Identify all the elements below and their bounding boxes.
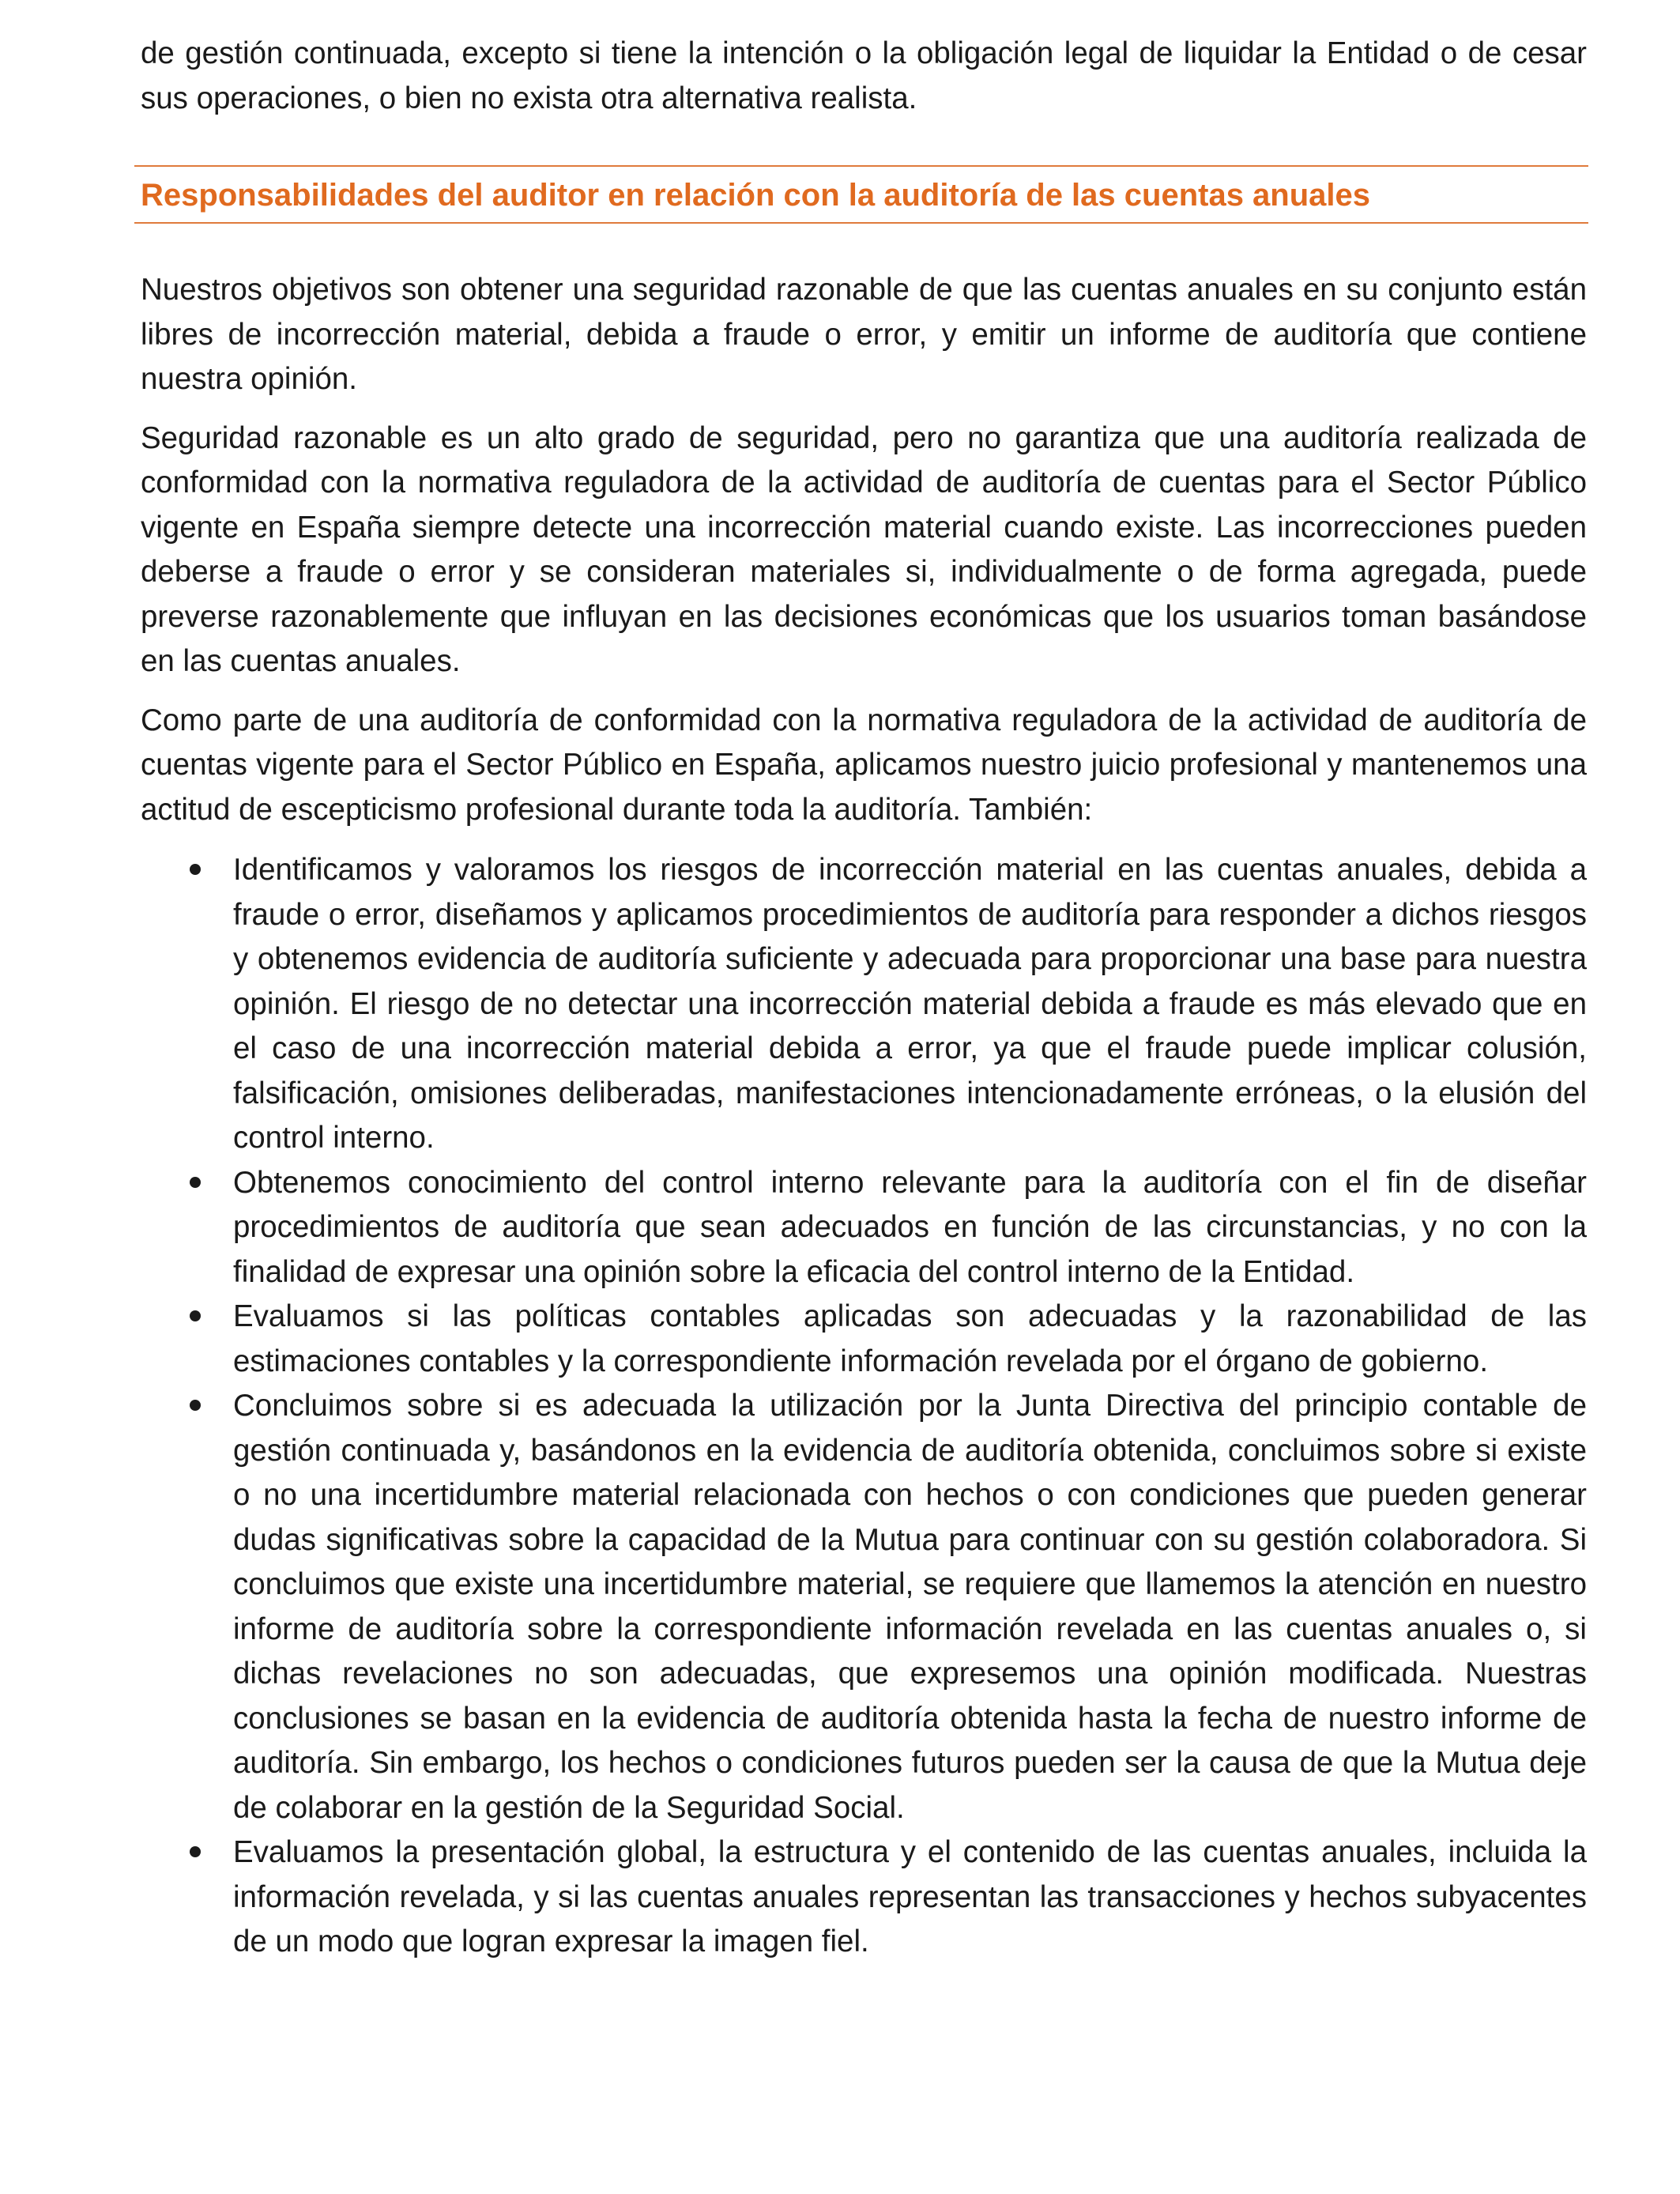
paragraph-reasonable-assurance: Seguridad razonable es un alto grado de seguridad, pero no garantiza que una auditoría realizada de conformidad con la normativa reguladora de la actividad de auditoría de cuentas para el Sector Público vigente en España siempre detecte una incorrección material cuando existe. Las incorrecciones pueden deberse a fraude o error y se consideran materiales si, individualmente o de forma agregada, puede preverse razonablemente que influyan en las decisiones económicas que los usuarios toman basándose en las cuentas anuales.: [141, 420, 1587, 678]
list-item: [141, 1384, 1587, 1830]
paragraph-professional-judgement: Como parte de una auditoría de conformidad con la normativa reguladora de la actividad de auditoría de cuentas vigente para el Sector Público en España, aplicamos nuestro juicio profesional y mantenemos una actitud de escepticismo profesional durante toda la auditoría. También:: [141, 703, 1587, 827]
bullet-text: Obtenemos conocimiento del control interno relevante para la auditoría con el fin de diseñar procedimientos de auditoría que sean adecuados en función de las circunstancias, y no con la finalidad de expresar una opinión sobre la eficacia del control interno de la Entidad.: [233, 1165, 1587, 1289]
list-item: [141, 1830, 1587, 1965]
bullet-icon: [190, 1177, 201, 1188]
bullet-list: [141, 848, 1587, 1965]
bullet-text: Identificamos y valoramos los riesgos de incorrección material en las cuentas anuales, debida a fraude o error, diseñamos y aplicamos procedimientos de auditoría para responder a dichos riesgos y obtenemos evidencia de auditoría suficiente y adecuada para proporcionar una base para nuestra opinión. El riesgo de no detectar una incorrección material debida a fraude es más elevado que en el caso de una incorrección material debida a error, ya que el fraude puede implicar colusión, falsificación, omisiones deliberadas, manifestaciones intencionadamente erróneas, o la elusión del control interno.: [233, 853, 1587, 1155]
paragraph-objectives: Nuestros objetivos son obtener una seguridad razonable de que las cuentas anuales en su conjunto están libres de incorrección material, debida a fraude o error, y emitir un informe de auditoría que contiene nuestra opinión.: [141, 273, 1587, 396]
bullet-text: Concluimos sobre si es adecuada la utilización por la Junta Directiva del principio contable de gestión continuada y, basándonos en la evidencia de auditoría obtenida, concluimos sobre si existe o no una incertidumbre material relacionada con hechos o con condiciones que pueden generar dudas significativas sobre la capacidad de la Mutua para continuar con su gestión colaboradora. Si concluimos que existe una incertidumbre material, se requiere que llamemos la atención en nuestro informe de auditoría sobre la correspondiente información revelada en las cuentas anuales o, si dichas revelaciones no son adecuadas, que expresemos una opinión modificada. Nuestras conclusiones se basan en la evidencia de auditoría obtenida hasta la fecha de nuestro informe de auditoría. Sin embargo, los hechos o condiciones futuros pueden ser la causa de que la Mutua deje de colaborar en la gestión de la Seguridad Social.: [233, 1389, 1587, 1825]
bullet-icon: [190, 1846, 201, 1857]
list-item: [141, 1295, 1587, 1384]
bullet-text: Evaluamos si las políticas contables aplicadas son adecuadas y la razonabilidad de las estimaciones contables y la correspondiente información revelada por el órgano de gobierno.: [233, 1299, 1587, 1378]
list-item: [141, 848, 1587, 1161]
bullet-icon: [190, 864, 201, 875]
section-heading-bar: [134, 165, 1588, 224]
list-item: [141, 1161, 1587, 1295]
section-heading: Responsabilidades del auditor en relación con la auditoría de las cuentas anuales: [141, 178, 1371, 213]
intro-paragraph: de gestión continuada, excepto si tiene la intención o la obligación legal de liquidar la Entidad o de cesar sus operaciones, o bien no exista otra alternativa realista.: [141, 36, 1587, 115]
bullet-text: Evaluamos la presentación global, la estructura y el contenido de las cuentas anuales, incluida la información revelada, y si las cuentas anuales representan las transacciones y hechos subyacentes de un modo que logran expresar la imagen fiel.: [233, 1835, 1587, 1958]
bullet-icon: [190, 1400, 201, 1411]
bullet-icon: [190, 1310, 201, 1321]
page-content: [141, 32, 1587, 1965]
